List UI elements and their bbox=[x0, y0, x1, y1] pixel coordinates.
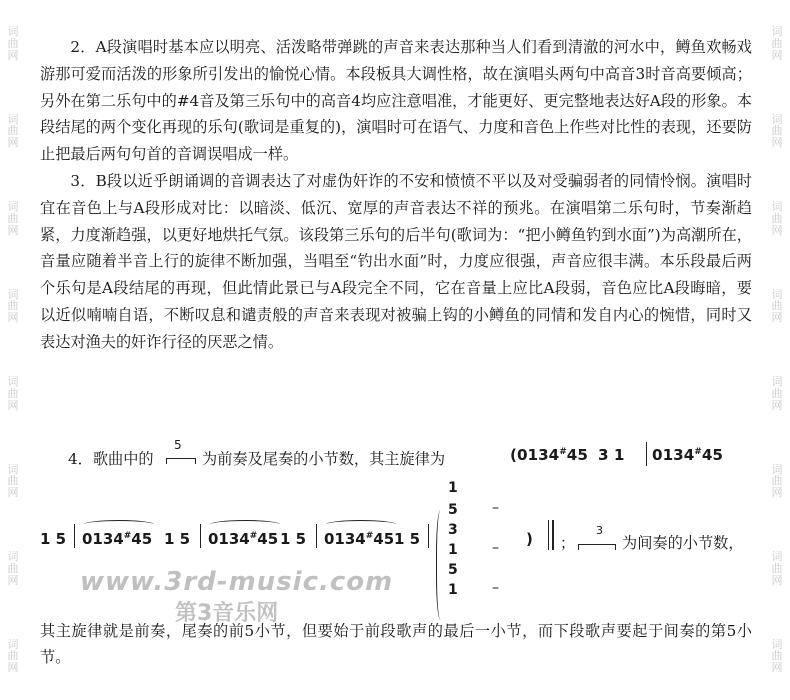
interlude-text: 为间奏的小节数， bbox=[622, 534, 744, 552]
left-watermark-strip bbox=[0, 0, 26, 700]
bar-line bbox=[646, 442, 647, 466]
score-lead-2: 1 5 bbox=[164, 530, 191, 548]
close-paren: ) bbox=[526, 530, 533, 548]
score-motif-1: 0134#45 bbox=[82, 530, 153, 548]
slur bbox=[210, 520, 280, 529]
strip-word: 词 曲 网 bbox=[771, 375, 783, 412]
strip-word: 词 曲 网 bbox=[7, 287, 19, 325]
paragraph-section-a: 2．A段演唱时基本应以明亮、活泼略带弹跳的声音来表达那种当人们看到清澈的河水中，鳟鱼欢畅戏游那可爱而活泼的形象所引发出的愉悦心情。本段板具大调性格，故在演唱头两句中高音3时音高要倾高；另外在第二乐句中的#4音及第三乐句中的高音4均应注意唱准，才能更好、更完整地表达好A段的形象。本段结尾的两个变化再现的乐句(歌词是重复的)，演唱时可在语气、力度和音色上作些对比性的表现，还要防止把最后两句句首的音调误唱成一样。 bbox=[40, 38, 752, 164]
bar-line bbox=[548, 520, 549, 550]
score-lead-1: 1 5 bbox=[40, 530, 67, 548]
dash: – bbox=[492, 540, 499, 556]
motif-one: (0134#45 bbox=[510, 446, 588, 464]
article-body bbox=[40, 34, 752, 356]
strip-word: 词 曲 网 bbox=[771, 550, 783, 587]
strip-word: 词 曲 网 bbox=[771, 637, 783, 675]
final-paragraph: 其主旋律就是前奏，尾奏的前5小节，但要始于前段歌声的最后一小节，而下段歌声要起于间奏的第5小节。 bbox=[40, 622, 752, 666]
dash: – bbox=[492, 500, 499, 516]
paragraph-section-b: 3．B段以近乎朗诵调的音调表达了对虚伪奸诈的不安和愤愤不平以及对受骗弱者的同情怜悯。演唱时宜在音色上与A段形成对比：以暗淡、低沉、宽厚的声音表达不祥的预兆。在演唱第二乐句时，节奏渐趋紧，力度渐趋强，以更好地烘托气氛。该段第三乐句的后半句(歌词为：“把小鳟鱼钓到水面”)为高潮所在，音量应随着半音上行的旋律不断加强，当唱至“钓出水面”时，力度应很强，声音应很丰满。本乐段最后两个乐句是A段结尾的再现，但此情此景已与A段完全不同，它在音量上应比A段弱，音色应比A段晦暗，要以近似喃喃自语，不断叹息和谴责般的声音来表现对被骗上钩的小鳟鱼的同情和发自内心的惋惜，同时又表达对渔夫的奸诈行径的厌恶之情。 bbox=[40, 171, 752, 351]
site-watermark-cn: 第3音乐网 bbox=[175, 601, 279, 626]
strip-word: 词 曲 网 bbox=[7, 200, 19, 237]
motif-two: 0134#45 bbox=[652, 446, 723, 464]
strip-word: 词 曲 网 bbox=[7, 550, 19, 587]
bar-line bbox=[200, 524, 201, 548]
strip-word: 词 曲 网 bbox=[771, 287, 783, 325]
score-lead-3: 1 5 bbox=[280, 530, 307, 548]
strip-word: 词 曲 网 bbox=[771, 112, 783, 150]
strip-word: 词 曲 网 bbox=[7, 25, 19, 62]
score-motif-2: 0134#45 bbox=[208, 530, 279, 548]
bar-line bbox=[552, 520, 554, 550]
slur bbox=[84, 520, 154, 529]
interlude-bar-count: 3 bbox=[596, 524, 603, 537]
score-row bbox=[40, 480, 752, 620]
interlude-bracket bbox=[578, 544, 616, 550]
bar-line bbox=[74, 524, 75, 548]
motif-notes: 3 1 bbox=[598, 446, 625, 464]
score-lead-4: 1 5 bbox=[394, 530, 421, 548]
bar-line bbox=[316, 524, 317, 548]
strip-word: 词 曲 网 bbox=[7, 462, 19, 500]
score-motif-3: 0134#45 bbox=[324, 530, 395, 548]
column-note: 1 bbox=[448, 542, 458, 558]
column-note: 5 bbox=[448, 502, 458, 518]
column-note: 3 bbox=[448, 522, 458, 538]
strip-word: 词 曲 网 bbox=[7, 112, 19, 150]
site-watermark: www.3rd-music.com bbox=[80, 567, 394, 597]
bar-line bbox=[428, 524, 429, 548]
prelude-bracket bbox=[166, 458, 196, 464]
prelude-bar-count: 5 bbox=[174, 438, 182, 452]
notation-intro-line bbox=[40, 438, 752, 474]
column-note: 1 bbox=[448, 480, 458, 496]
slur bbox=[326, 520, 396, 529]
strip-word: 词 曲 网 bbox=[771, 25, 783, 62]
semicolon: ； bbox=[560, 534, 576, 552]
notation-prefix: 4．歌曲中的 bbox=[68, 450, 154, 468]
notation-middle: 为前奏及尾奏的小节数，其主旋律为 bbox=[202, 450, 445, 468]
brace bbox=[436, 510, 447, 620]
column-note: 1 bbox=[448, 582, 458, 598]
strip-word: 词 曲 网 bbox=[7, 637, 19, 675]
strip-word: 词 曲 网 bbox=[771, 462, 783, 500]
column-note: 5 bbox=[448, 562, 458, 578]
strip-word: 词 曲 网 bbox=[7, 375, 19, 412]
dash: – bbox=[492, 580, 499, 596]
strip-word: 词 曲 网 bbox=[771, 200, 783, 237]
right-watermark-strip bbox=[764, 0, 790, 700]
